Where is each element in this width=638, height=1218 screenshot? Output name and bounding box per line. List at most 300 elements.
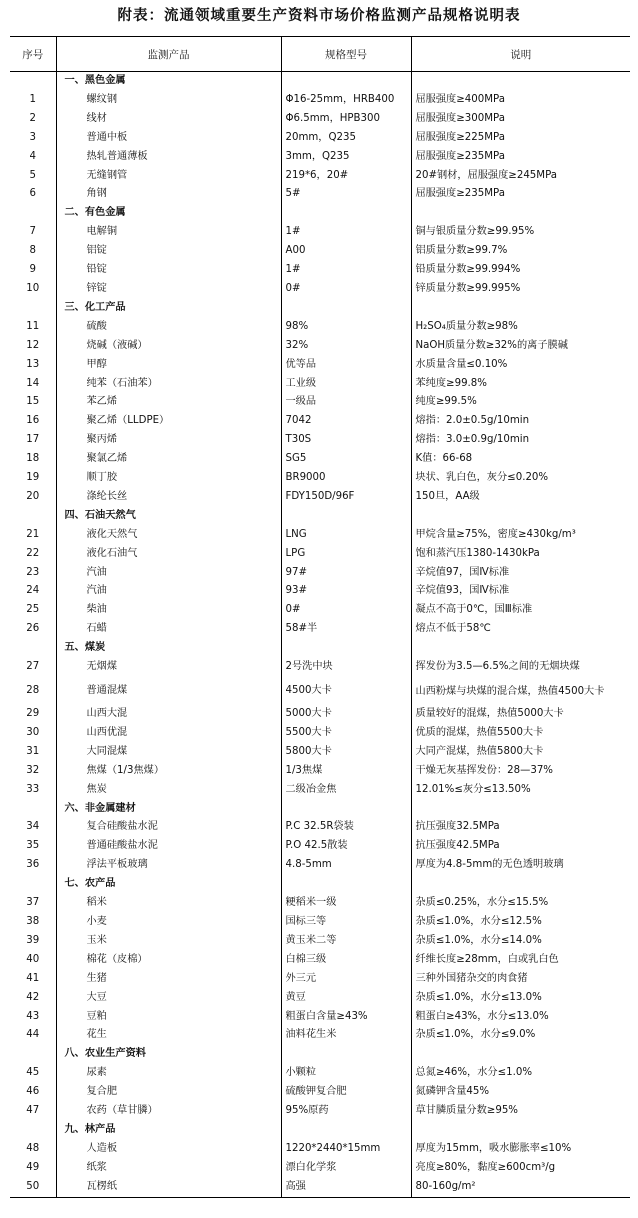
description: 屈服强度≥300MPa bbox=[411, 110, 630, 129]
table-row bbox=[10, 1159, 630, 1178]
spec-model: 工业级 bbox=[281, 375, 411, 394]
category-label: 八、农业生产资料 bbox=[56, 1045, 281, 1064]
spec-model: 国标三等 bbox=[281, 913, 411, 932]
description: 80-160g/m² bbox=[411, 1178, 630, 1197]
product-name: 普通中板 bbox=[56, 129, 281, 148]
product-name: 柴油 bbox=[56, 601, 281, 620]
category-desc-cell bbox=[411, 1045, 630, 1064]
category-row bbox=[10, 1121, 630, 1140]
description: 挥发份为3.5—6.5%之间的无烟块煤 bbox=[411, 658, 630, 677]
table-row bbox=[10, 677, 630, 705]
row-number: 17 bbox=[26, 434, 40, 446]
description: 粗蛋白≥43%，水分≤13.0% bbox=[411, 1008, 630, 1027]
category-row bbox=[10, 72, 630, 91]
description: 20#钢材，屈服强度≥245MPa bbox=[411, 167, 630, 186]
table-row bbox=[10, 1178, 630, 1197]
product-name: 电解铜 bbox=[56, 223, 281, 242]
row-number: 41 bbox=[26, 972, 40, 984]
category-row bbox=[10, 639, 630, 658]
spec-model: 0# bbox=[281, 601, 411, 620]
description: 总氮≥46%，水分≤1.0% bbox=[411, 1064, 630, 1083]
description: 甲烷含量≥75%，密度≥430kg/m³ bbox=[411, 526, 630, 545]
product-name: 焦煤（1/3焦煤） bbox=[56, 762, 281, 781]
product-name: 铅锭 bbox=[56, 261, 281, 280]
table-row bbox=[10, 989, 630, 1008]
table-row bbox=[10, 781, 630, 800]
description: 杂质≤1.0%，水分≤12.5% bbox=[411, 913, 630, 932]
row-number: 4 bbox=[29, 150, 36, 162]
category-label: 六、非金属建材 bbox=[56, 800, 281, 819]
table-body bbox=[10, 72, 630, 1198]
row-number: 6 bbox=[29, 188, 36, 200]
spec-model: 1# bbox=[281, 223, 411, 242]
row-number: 21 bbox=[26, 528, 40, 540]
product-name: 普通混煤 bbox=[56, 677, 281, 705]
row-number: 18 bbox=[26, 453, 40, 465]
product-name: 苯乙烯 bbox=[56, 393, 281, 412]
category-label: 一、黑色金属 bbox=[56, 72, 281, 91]
description: 厚度为4.8-5mm的无色透明玻璃 bbox=[411, 856, 630, 875]
description: 杂质≤0.25%，水分≤15.5% bbox=[411, 894, 630, 913]
spec-model: 粳稻米一级 bbox=[281, 894, 411, 913]
product-name: 复合硅酸盐水泥 bbox=[56, 818, 281, 837]
description: 三种外国猪杂交的肉食猪 bbox=[411, 970, 630, 989]
description: 熔点不低于58℃ bbox=[411, 620, 630, 639]
product-name: 普通硅酸盐水泥 bbox=[56, 837, 281, 856]
product-name: 纯苯（石油苯） bbox=[56, 375, 281, 394]
row-number: 26 bbox=[26, 623, 40, 635]
product-name: 尿素 bbox=[56, 1064, 281, 1083]
table-row bbox=[10, 894, 630, 913]
product-name: 浮法平板玻璃 bbox=[56, 856, 281, 875]
description: 屈服强度≥400MPa bbox=[411, 91, 630, 110]
product-name: 涤纶长丝 bbox=[56, 488, 281, 507]
table-row bbox=[10, 1026, 630, 1045]
header-desc: 说明 bbox=[411, 37, 630, 72]
table-row bbox=[10, 488, 630, 507]
table-row bbox=[10, 148, 630, 167]
spec-model: 3mm，Q235 bbox=[281, 148, 411, 167]
row-number: 42 bbox=[26, 991, 40, 1003]
product-name: 生猪 bbox=[56, 970, 281, 989]
product-name: 聚氯乙烯 bbox=[56, 450, 281, 469]
spec-model: 95%原药 bbox=[281, 1102, 411, 1121]
description: 山西粉煤与块煤的混合煤，热值4500大卡 bbox=[411, 677, 630, 705]
table-row bbox=[10, 913, 630, 932]
category-row bbox=[10, 507, 630, 526]
row-number: 23 bbox=[26, 566, 40, 578]
table-row bbox=[10, 743, 630, 762]
row-number: 13 bbox=[26, 358, 40, 370]
category-row bbox=[10, 800, 630, 819]
spec-model: T30S bbox=[281, 431, 411, 450]
row-number: 14 bbox=[26, 377, 40, 389]
description: 锌质量分数≥99.995% bbox=[411, 280, 630, 299]
category-desc-cell bbox=[411, 204, 630, 223]
category-label: 二、有色金属 bbox=[56, 204, 281, 223]
product-name: 烧碱（液碱） bbox=[56, 337, 281, 356]
category-desc-cell bbox=[411, 299, 630, 318]
table-row bbox=[10, 762, 630, 781]
row-number: 24 bbox=[26, 585, 40, 597]
category-seq-cell bbox=[10, 1121, 56, 1140]
description: 熔指：3.0±0.9g/10min bbox=[411, 431, 630, 450]
spec-model: 1# bbox=[281, 261, 411, 280]
description: 苯纯度≥99.8% bbox=[411, 375, 630, 394]
row-number: 37 bbox=[26, 897, 40, 909]
table-row bbox=[10, 545, 630, 564]
spec-model: BR9000 bbox=[281, 469, 411, 488]
product-name: 瓦楞纸 bbox=[56, 1178, 281, 1197]
table-row bbox=[10, 280, 630, 299]
product-name: 山西优混 bbox=[56, 724, 281, 743]
product-name: 农药（草甘膦） bbox=[56, 1102, 281, 1121]
spec-model: 5000大卡 bbox=[281, 705, 411, 724]
row-number: 2 bbox=[29, 112, 36, 124]
product-name: 无缝钢管 bbox=[56, 167, 281, 186]
table-row bbox=[10, 261, 630, 280]
spec-model: A00 bbox=[281, 242, 411, 261]
spec-model: 油料花生米 bbox=[281, 1026, 411, 1045]
product-name: 聚乙烯（LLDPE） bbox=[56, 412, 281, 431]
spec-model: 97# bbox=[281, 564, 411, 583]
row-number: 10 bbox=[26, 282, 40, 294]
table-row bbox=[10, 601, 630, 620]
description: 草甘膦质量分数≥95% bbox=[411, 1102, 630, 1121]
product-name: 棉花（皮棉） bbox=[56, 951, 281, 970]
row-number: 8 bbox=[29, 245, 36, 257]
table-row bbox=[10, 223, 630, 242]
spec-model: 黄玉米二等 bbox=[281, 932, 411, 951]
product-name: 山西大混 bbox=[56, 705, 281, 724]
spec-model: 5# bbox=[281, 185, 411, 204]
header-seq: 序号 bbox=[10, 37, 56, 72]
spec-model: Φ16-25mm，HRB400 bbox=[281, 91, 411, 110]
row-number: 29 bbox=[26, 708, 40, 719]
category-row bbox=[10, 1045, 630, 1064]
product-name: 石蜡 bbox=[56, 620, 281, 639]
spec-model: SG5 bbox=[281, 450, 411, 469]
product-name: 线材 bbox=[56, 110, 281, 129]
category-seq-cell bbox=[10, 639, 56, 658]
description: 150旦，AA级 bbox=[411, 488, 630, 507]
spec-model: 1220*2440*15mm bbox=[281, 1140, 411, 1159]
description: 优质的混煤，热值5500大卡 bbox=[411, 724, 630, 743]
row-number: 5 bbox=[29, 169, 36, 181]
spec-model: LPG bbox=[281, 545, 411, 564]
row-number: 19 bbox=[26, 472, 40, 484]
table-row bbox=[10, 375, 630, 394]
product-name: 稻米 bbox=[56, 894, 281, 913]
document-title: 附表：流通领域重要生产资料市场价格监测产品规格说明表 bbox=[117, 7, 521, 24]
product-name: 小麦 bbox=[56, 913, 281, 932]
product-name: 汽油 bbox=[56, 564, 281, 583]
category-desc-cell bbox=[411, 639, 630, 658]
product-name: 复合肥 bbox=[56, 1083, 281, 1102]
row-number: 33 bbox=[26, 783, 40, 795]
spec-model: FDY150D/96F bbox=[281, 488, 411, 507]
description: 厚度为15mm，吸水膨胀率≤10% bbox=[411, 1140, 630, 1159]
row-number: 20 bbox=[26, 490, 40, 502]
table-row bbox=[10, 837, 630, 856]
description: 屈服强度≥225MPa bbox=[411, 129, 630, 148]
description: 铅质量分数≥99.994% bbox=[411, 261, 630, 280]
description: 杂质≤1.0%，水分≤14.0% bbox=[411, 932, 630, 951]
table-row bbox=[10, 1102, 630, 1121]
category-spec-cell bbox=[281, 204, 411, 223]
description: 屈服强度≥235MPa bbox=[411, 185, 630, 204]
table-row bbox=[10, 1008, 630, 1027]
product-name: 顺丁胶 bbox=[56, 469, 281, 488]
row-number: 15 bbox=[26, 396, 40, 408]
spec-model: 白棉三级 bbox=[281, 951, 411, 970]
table-row bbox=[10, 526, 630, 545]
row-number: 40 bbox=[26, 953, 40, 965]
category-spec-cell bbox=[281, 875, 411, 894]
product-name: 无烟煤 bbox=[56, 658, 281, 677]
row-number: 12 bbox=[26, 339, 40, 351]
category-seq-cell bbox=[10, 507, 56, 526]
category-row bbox=[10, 299, 630, 318]
row-number: 45 bbox=[26, 1067, 40, 1079]
row-number: 16 bbox=[26, 415, 40, 427]
table-row bbox=[10, 450, 630, 469]
description: 干燥无灰基挥发份：28—37% bbox=[411, 762, 630, 781]
category-spec-cell bbox=[281, 72, 411, 91]
category-desc-cell bbox=[411, 507, 630, 526]
spec-table bbox=[10, 36, 630, 1198]
description: H₂SO₄质量分数≥98% bbox=[411, 318, 630, 337]
table-row bbox=[10, 167, 630, 186]
spec-model: 外三元 bbox=[281, 970, 411, 989]
category-row bbox=[10, 875, 630, 894]
row-number: 35 bbox=[26, 840, 40, 852]
spec-model: 2号洗中块 bbox=[281, 658, 411, 677]
table-row bbox=[10, 658, 630, 677]
row-number: 27 bbox=[26, 661, 40, 673]
table-row bbox=[10, 129, 630, 148]
category-seq-cell bbox=[10, 800, 56, 819]
spec-model: 20mm，Q235 bbox=[281, 129, 411, 148]
description: NaOH质量分数≥32%的离子膜碱 bbox=[411, 337, 630, 356]
category-label: 四、石油天然气 bbox=[56, 507, 281, 526]
description: 抗压强度32.5MPa bbox=[411, 818, 630, 837]
description: 块状、乳白色，灰分≤0.20% bbox=[411, 469, 630, 488]
spec-model: P.O 42.5散装 bbox=[281, 837, 411, 856]
table-row bbox=[10, 431, 630, 450]
spec-model: 219*6，20# bbox=[281, 167, 411, 186]
spec-model: 黄豆 bbox=[281, 989, 411, 1008]
description: 熔指：2.0±0.5g/10min bbox=[411, 412, 630, 431]
description: 亮度≥80%，黏度≥600cm³/g bbox=[411, 1159, 630, 1178]
spec-model: 4500大卡 bbox=[281, 677, 411, 705]
row-number: 22 bbox=[26, 547, 40, 559]
spec-model: 5800大卡 bbox=[281, 743, 411, 762]
spec-model: Φ6.5mm，HPB300 bbox=[281, 110, 411, 129]
spec-model: 1/3焦煤 bbox=[281, 762, 411, 781]
description: 杂质≤1.0%，水分≤13.0% bbox=[411, 989, 630, 1008]
table-row bbox=[10, 1083, 630, 1102]
row-number: 31 bbox=[26, 745, 40, 757]
category-label: 五、煤炭 bbox=[56, 639, 281, 658]
category-spec-cell bbox=[281, 1121, 411, 1140]
table-row bbox=[10, 469, 630, 488]
product-name: 硫酸 bbox=[56, 318, 281, 337]
row-number: 3 bbox=[29, 131, 36, 143]
row-number: 1 bbox=[29, 93, 36, 105]
table-row bbox=[10, 1140, 630, 1159]
category-label: 九、林产品 bbox=[56, 1121, 281, 1140]
product-name: 甲醇 bbox=[56, 356, 281, 375]
category-label: 三、化工产品 bbox=[56, 299, 281, 318]
table-row bbox=[10, 856, 630, 875]
product-name: 液化天然气 bbox=[56, 526, 281, 545]
row-number: 32 bbox=[26, 764, 40, 776]
description: 纤维长度≥28mm，白或乳白色 bbox=[411, 951, 630, 970]
spec-model: 小颗粒 bbox=[281, 1064, 411, 1083]
row-number: 28 bbox=[26, 684, 40, 696]
category-desc-cell bbox=[411, 72, 630, 91]
table-row bbox=[10, 970, 630, 989]
product-name: 聚丙烯 bbox=[56, 431, 281, 450]
spec-model: 二级冶金焦 bbox=[281, 781, 411, 800]
product-name: 螺纹钢 bbox=[56, 91, 281, 110]
description: 铝质量分数≥99.7% bbox=[411, 242, 630, 261]
spec-model: 漂白化学浆 bbox=[281, 1159, 411, 1178]
product-name: 角钢 bbox=[56, 185, 281, 204]
row-number: 39 bbox=[26, 934, 40, 946]
description: 水质量含量≤0.10% bbox=[411, 356, 630, 375]
table-row bbox=[10, 932, 630, 951]
description: 氮磷钾含量45% bbox=[411, 1083, 630, 1102]
spec-model: 32% bbox=[281, 337, 411, 356]
spec-model: LNG bbox=[281, 526, 411, 545]
header-product: 监测产品 bbox=[56, 37, 281, 72]
table-row bbox=[10, 318, 630, 337]
row-number: 30 bbox=[26, 726, 40, 738]
description: 辛烷值93，国Ⅳ标准 bbox=[411, 582, 630, 601]
product-name: 大豆 bbox=[56, 989, 281, 1008]
description: 12.01%≤灰分≤13.50% bbox=[411, 781, 630, 800]
row-number: 50 bbox=[10, 1178, 56, 1197]
description: 杂质≤1.0%，水分≤9.0% bbox=[411, 1026, 630, 1045]
table-row bbox=[10, 393, 630, 412]
spec-model: 58#半 bbox=[281, 620, 411, 639]
category-seq-cell bbox=[10, 204, 56, 223]
row-number: 25 bbox=[26, 604, 40, 616]
spec-model: 高强 bbox=[281, 1178, 411, 1197]
product-name: 热轧普通薄板 bbox=[56, 148, 281, 167]
product-name: 液化石油气 bbox=[56, 545, 281, 564]
description: 辛烷值97，国Ⅳ标准 bbox=[411, 564, 630, 583]
row-number: 36 bbox=[26, 859, 40, 871]
spec-model: 93# bbox=[281, 582, 411, 601]
table-row bbox=[10, 818, 630, 837]
category-spec-cell bbox=[281, 800, 411, 819]
product-name: 纸浆 bbox=[56, 1159, 281, 1178]
row-number: 48 bbox=[26, 1142, 40, 1154]
category-desc-cell bbox=[411, 800, 630, 819]
table-row bbox=[10, 185, 630, 204]
row-number: 34 bbox=[26, 821, 40, 833]
spec-model: P.C 32.5R袋装 bbox=[281, 818, 411, 837]
row-number: 47 bbox=[26, 1105, 40, 1117]
category-spec-cell bbox=[281, 507, 411, 526]
category-seq-cell bbox=[10, 875, 56, 894]
product-name: 花生 bbox=[56, 1026, 281, 1045]
spec-model: 0# bbox=[281, 280, 411, 299]
table-row bbox=[10, 724, 630, 743]
description: 质量较好的混煤，热值5000大卡 bbox=[411, 705, 630, 724]
spec-model: 粗蛋白含量≥43% bbox=[281, 1008, 411, 1027]
spec-model: 硫酸钾复合肥 bbox=[281, 1083, 411, 1102]
spec-model: 4.8-5mm bbox=[281, 856, 411, 875]
row-number: 11 bbox=[26, 320, 40, 332]
table-row bbox=[10, 705, 630, 724]
description: 纯度≥99.5% bbox=[411, 393, 630, 412]
category-seq-cell bbox=[10, 1045, 56, 1064]
table-row bbox=[10, 91, 630, 110]
spec-model: 98% bbox=[281, 318, 411, 337]
header-spec: 规格型号 bbox=[281, 37, 411, 72]
table-row bbox=[10, 620, 630, 639]
table-row bbox=[10, 242, 630, 261]
table-row bbox=[10, 582, 630, 601]
product-name: 豆粕 bbox=[56, 1008, 281, 1027]
table-row bbox=[10, 1064, 630, 1083]
spec-model: 5500大卡 bbox=[281, 724, 411, 743]
description: K值：66-68 bbox=[411, 450, 630, 469]
category-spec-cell bbox=[281, 1045, 411, 1064]
row-number: 7 bbox=[29, 226, 36, 238]
description: 饱和蒸汽压1380-1430kPa bbox=[411, 545, 630, 564]
table-row bbox=[10, 564, 630, 583]
row-number: 49 bbox=[26, 1161, 40, 1173]
category-desc-cell bbox=[411, 875, 630, 894]
description: 抗压强度42.5MPa bbox=[411, 837, 630, 856]
spec-model: 优等品 bbox=[281, 356, 411, 375]
product-name: 玉米 bbox=[56, 932, 281, 951]
row-number: 44 bbox=[26, 1029, 40, 1041]
description: 大同产混煤，热值5800大卡 bbox=[411, 743, 630, 762]
product-name: 铝锭 bbox=[56, 242, 281, 261]
category-seq-cell bbox=[10, 299, 56, 318]
product-name: 人造板 bbox=[56, 1140, 281, 1159]
category-spec-cell bbox=[281, 299, 411, 318]
table-row bbox=[10, 337, 630, 356]
product-name: 大同混煤 bbox=[56, 743, 281, 762]
table-row bbox=[10, 412, 630, 431]
category-label: 七、农产品 bbox=[56, 875, 281, 894]
spec-model: 一级品 bbox=[281, 393, 411, 412]
table-row bbox=[10, 356, 630, 375]
row-number: 9 bbox=[29, 264, 36, 276]
row-number: 38 bbox=[26, 915, 40, 927]
row-number: 43 bbox=[26, 1010, 40, 1022]
description: 屈服强度≥235MPa bbox=[411, 148, 630, 167]
table-row bbox=[10, 951, 630, 970]
product-name: 焦炭 bbox=[56, 781, 281, 800]
category-seq-cell bbox=[10, 72, 56, 91]
product-name: 锌锭 bbox=[56, 280, 281, 299]
description: 铜与银质量分数≥99.95% bbox=[411, 223, 630, 242]
table-row bbox=[10, 110, 630, 129]
category-desc-cell bbox=[411, 1121, 630, 1140]
table-header bbox=[10, 37, 630, 72]
spec-model: 7042 bbox=[281, 412, 411, 431]
description: 凝点不高于0℃，国Ⅲ标准 bbox=[411, 601, 630, 620]
row-number: 46 bbox=[26, 1086, 40, 1098]
